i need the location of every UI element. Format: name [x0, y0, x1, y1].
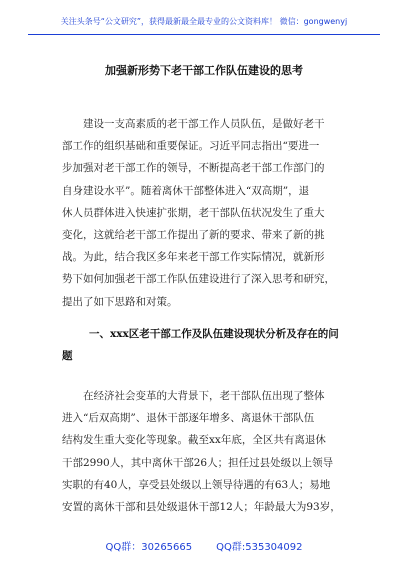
- paragraph-intro: [62, 113, 362, 313]
- text-line: 结构发生重大变化等现象。截至xx年底，全区共有离退休: [62, 434, 326, 447]
- text-line: 步加强对老干部工作的领导，不断提高老干部工作部门的: [62, 162, 325, 175]
- text-line: 部工作的组织基础和重要保证。习近平同志指出“要进一: [62, 140, 320, 153]
- qq-group-1: QQ群：30265665: [105, 542, 193, 553]
- text-line: 势下如何加强老干部工作队伍建设进行了深入思考和研究，: [62, 273, 335, 286]
- text-line: 进入“后双高期”、退休干部逐年增多、离退休干部队伍: [62, 412, 315, 425]
- section-heading: [62, 323, 362, 367]
- text-line: 建设一支高素质的老干部工作人员队伍，是做好老干: [62, 118, 325, 130]
- document-title: 加强新形势下老干部工作队伍建设的思考: [105, 64, 303, 77]
- text-line: 自身建设水平”。随着离休干部整体进入“双高期”，退: [62, 184, 310, 197]
- qq-group-2: QQ群:535304092: [216, 542, 303, 553]
- text-line: 提出了如下思路和对策。: [62, 295, 178, 308]
- header-divider: [28, 34, 380, 35]
- text-line: 在经济社会变革的大背景下，老干部队伍出现了整体: [62, 390, 325, 402]
- paragraph-status: [62, 385, 362, 518]
- heading-line: 题: [62, 350, 73, 362]
- text-line: 休人员群体进入快速扩张期，老干部队伍状况发生了重大: [62, 206, 325, 219]
- contact-footer: [20, 538, 388, 553]
- text-line: 安置的离休干部和县处级退休干部12人；年龄最大为93岁，: [62, 501, 341, 514]
- heading-line: 一、xxx区老干部工作及队伍建设现状分析及存在的问: [89, 328, 339, 340]
- promo-header: 关注头条号“公文研究”，获得最新最全最专业的公文资料库！ 微信：gongwenyj: [60, 17, 348, 26]
- text-line: 实职的有40人，享受县处级以上领导待遇的有63人；易地: [62, 478, 331, 491]
- text-line: 干部2990人，其中离休干部26人；担任过县处级以上领导: [62, 456, 334, 469]
- text-line: 变化，这就给老干部工作提出了新的要求、带来了新的挑: [62, 229, 325, 242]
- text-line: 战。为此，结合我区多年来老干部工作实际情况，就新形: [62, 251, 325, 264]
